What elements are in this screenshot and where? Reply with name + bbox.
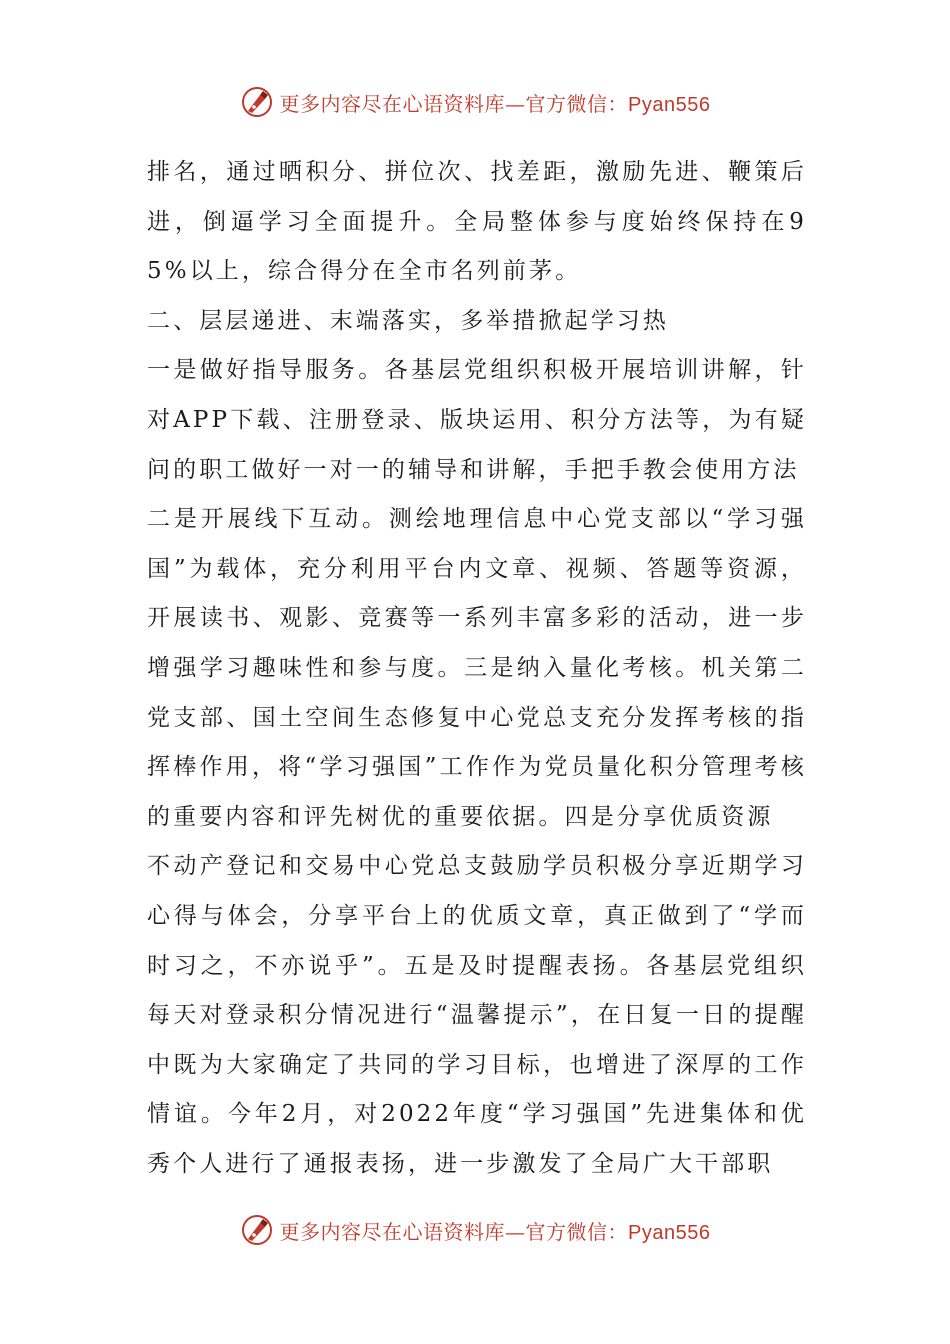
- pen-nib-logo-icon: [240, 1213, 274, 1247]
- footer-banner: [0, 1210, 950, 1250]
- paragraph-4: 不动产登记和交易中心党总支鼓励学员积极分享近期学习心得与体会，分享平台上的优质文章，真正做到了“学而时习之，不亦说乎”。五是及时提醒表扬。各基层党组织每天对登录积分情况进行“温馨提示”，在日复一日的提醒中既为大家确定了共同的学习目标，也增进了深厚的工作情谊。今年2月，对2022年度“学习强国”先进集体和优秀个人进行了通报表扬，进一步激发了全局广大干部职: [147, 853, 807, 1177]
- document-body: [147, 148, 807, 1189]
- header-banner: [0, 82, 950, 122]
- section-heading: 二、层层递进、末端落实，多举措掀起学习热: [147, 307, 669, 334]
- paragraph-1: 排名，通过晒积分、拼位次、找差距，激励先进、鞭策后进，倒逼学习全面提升。全局整体参与度始终保持在95%以上，综合得分在全市名列前茅。: [147, 159, 807, 285]
- header-banner-text: 更多内容尽在心语资料库—官方微信：: [279, 91, 629, 116]
- paragraph-2: 一是做好指导服务。各基层党组织积极开展培训讲解，针对APP下载、注册登录、版块运用、积分方法等，为有疑问的职工做好一对一的辅导和讲解，手把手教会使用方法: [147, 357, 807, 483]
- paragraph-3: 二是开展线下互动。测绘地理信息中心党支部以“学习强国”为载体，充分利用平台内文章、视频、答题等资源，开展读书、观影、竞赛等一系列丰富多彩的活动，进一步增强学习趣味性和参与度。三是纳入量化考核。机关第二党支部、国土空间生态修复中心党总支充分发挥考核的指挥棒作用，将“学习强国”工作作为党员量化积分管理考核的重要内容和评先树优的重要依据。四是分享优质资源: [147, 506, 807, 830]
- header-banner-contact: Pyan556: [628, 93, 711, 116]
- pen-nib-logo-icon: [240, 85, 274, 119]
- footer-banner-text: 更多内容尽在心语资料库—官方微信：: [279, 1219, 629, 1244]
- footer-banner-contact: Pyan556: [628, 1221, 711, 1244]
